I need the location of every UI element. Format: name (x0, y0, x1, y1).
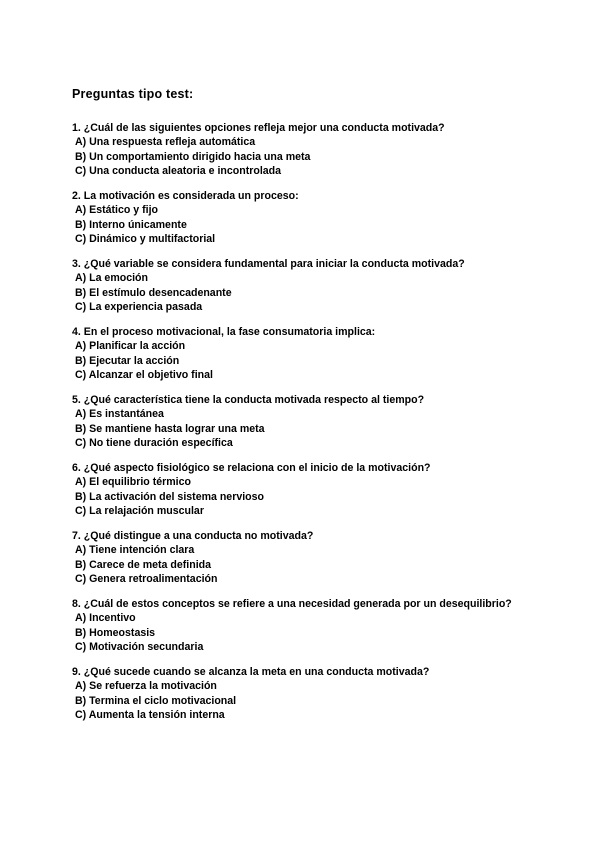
question-7 (72, 529, 552, 587)
option-c: C) Genera retroalimentación (75, 573, 218, 586)
option-a: A) Planificar la acción (75, 340, 186, 353)
question-4 (72, 325, 552, 383)
question-text: 8. ¿Cuál de estos conceptos se refiere a una necesidad generada por un desequilibrio? (72, 597, 512, 610)
question-text: 2. La motivación es considerada un proceso: (72, 189, 299, 202)
question-text: 9. ¿Qué sucede cuando se alcanza la meta en una conducta motivada? (72, 665, 430, 678)
question-1 (72, 121, 552, 179)
option-b: B) Se mantiene hasta lograr una meta (75, 422, 265, 435)
option-a: A) Incentivo (75, 612, 136, 625)
document-title: Preguntas tipo test: (72, 87, 194, 101)
option-a: A) El equilibrio térmico (75, 476, 191, 489)
question-text: 1. ¿Cuál de las siguientes opciones refleja mejor una conducta motivada? (72, 122, 445, 134)
question-text: 7. ¿Qué distingue a una conducta no motivada? (72, 529, 314, 542)
question-9 (72, 665, 552, 723)
option-c: C) Motivación secundaria (75, 641, 204, 654)
option-a: A) Se refuerza la motivación (75, 680, 217, 693)
option-c: C) Una conducta aleatoria e incontrolada (75, 165, 282, 178)
option-b: B) Carece de meta definida (75, 558, 211, 571)
option-b: B) Un comportamiento dirigido hacia una meta (75, 150, 311, 163)
question-6 (72, 461, 552, 519)
question-5 (72, 393, 552, 451)
option-b: B) Ejecutar la acción (75, 354, 180, 367)
option-a: A) Una respuesta refleja automática (75, 136, 256, 149)
option-b: B) Interno únicamente (75, 218, 187, 231)
document-page (72, 86, 552, 733)
option-b: B) Homeostasis (75, 626, 156, 639)
option-c: C) No tiene duración específica (75, 437, 233, 450)
option-b: B) El estímulo desencadenante (75, 286, 232, 299)
option-a: A) Tiene intención clara (75, 544, 195, 557)
option-c: C) Aumenta la tensión interna (75, 709, 225, 722)
option-a: A) Estático y fijo (75, 204, 158, 217)
option-a: A) La emoción (75, 272, 148, 285)
question-text: 5. ¿Qué característica tiene la conducta motivada respecto al tiempo? (72, 393, 425, 406)
option-b: B) La activación del sistema nervioso (75, 490, 264, 503)
option-b: B) Termina el ciclo motivacional (75, 694, 237, 707)
question-text: 4. En el proceso motivacional, la fase consumatoria implica: (72, 325, 376, 338)
question-text: 6. ¿Qué aspecto fisiológico se relaciona con el inicio de la motivación? (72, 461, 431, 474)
option-c: C) La relajación muscular (75, 505, 204, 518)
question-8 (72, 597, 552, 655)
question-3 (72, 257, 552, 315)
question-2 (72, 189, 552, 247)
question-text: 3. ¿Qué variable se considera fundamental para iniciar la conducta motivada? (72, 257, 465, 270)
option-c: C) Dinámico y multifactorial (75, 233, 216, 246)
option-c: C) Alcanzar el objetivo final (75, 369, 213, 382)
option-a: A) Es instantánea (75, 408, 164, 421)
option-c: C) La experiencia pasada (75, 301, 203, 314)
